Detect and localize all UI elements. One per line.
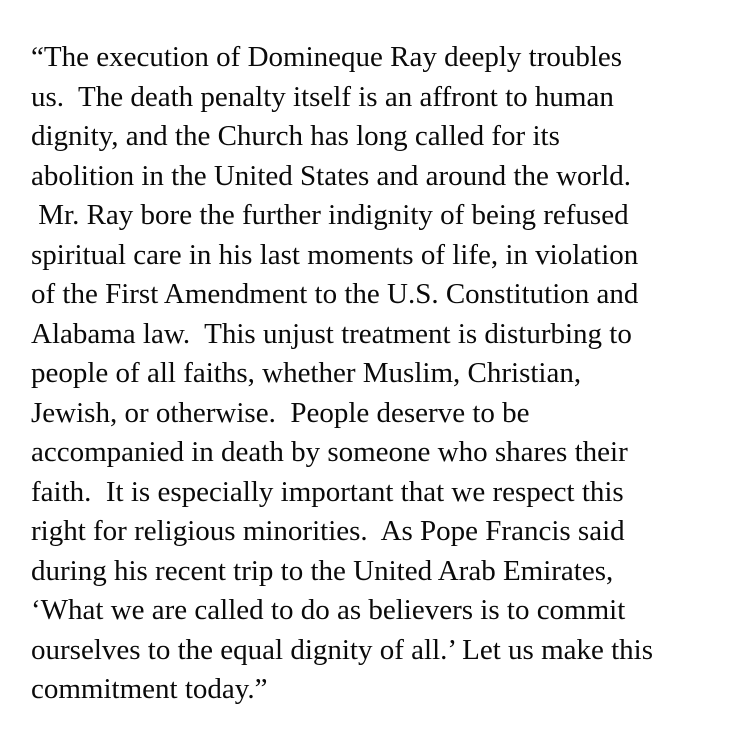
statement-line: people of all faiths, whether Muslim, Christian,	[31, 357, 582, 389]
statement-line: Alabama law. This unjust treatment is disturbing to	[31, 317, 632, 350]
statement-line: during his recent trip to the United Arab Emirates,	[31, 554, 614, 587]
statement-line: dignity, and the Church has long called for its	[31, 120, 560, 152]
statement-line: faith. It is especially important that we respect this	[31, 475, 624, 508]
statement-line: accompanied in death by someone who shares their	[31, 436, 628, 468]
statement-line: us. The death penalty itself is an affront to human	[31, 80, 614, 113]
statement-line: Mr. Ray bore the further indignity of being refused	[31, 199, 629, 231]
statement-text	[31, 38, 731, 710]
statement-line: abolition in the United States and around the world.	[31, 159, 632, 192]
statement-line: commitment today.”	[31, 673, 268, 705]
statement-line: ‘What we are called to do as believers is to commit	[31, 594, 626, 626]
statement-line: Jewish, or otherwise. People deserve to be	[31, 396, 530, 429]
statement-line: spiritual care in his last moments of life, in violation	[31, 238, 639, 271]
statement-line: “The execution of Domineque Ray deeply troubles	[31, 41, 623, 73]
statement-line: ourselves to the equal dignity of all.’ Let us make this	[31, 633, 654, 666]
statement-line: of the First Amendment to the U.S. Constitution and	[31, 278, 639, 310]
statement-line: right for religious minorities. As Pope Francis said	[31, 515, 625, 547]
